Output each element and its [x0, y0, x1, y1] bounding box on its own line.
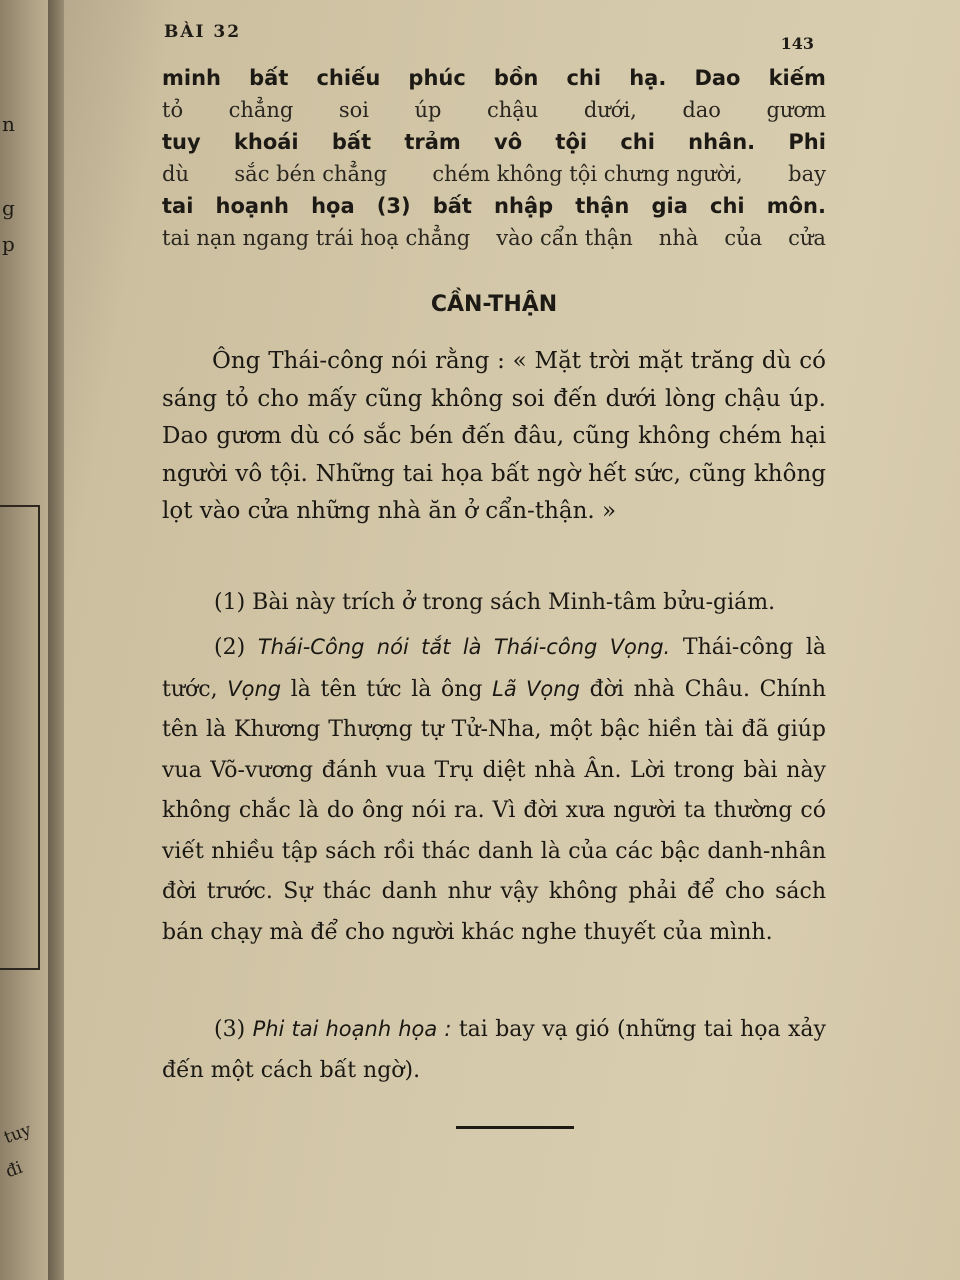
couplet-word: tai nạn ngang trái hoạ chẳng — [162, 226, 471, 250]
couplet-word: Phi — [788, 130, 826, 154]
gloss-line — [162, 158, 826, 190]
couplet-word: gươm — [766, 98, 826, 122]
couplet-word: tội — [555, 130, 588, 154]
couplet-block — [162, 62, 826, 254]
couplet-word: úp — [414, 98, 442, 122]
facing-page-fragment: tuy — [1, 1119, 34, 1149]
couplet-word: bất — [331, 130, 372, 154]
couplet-word: gia — [651, 194, 688, 218]
facing-page-fragment: g — [2, 196, 15, 220]
couplet-word: chiếu — [316, 66, 381, 90]
footnote-2-term: Lã Vọng — [492, 676, 580, 701]
couplet-word: trảm — [404, 130, 461, 154]
couplet-word: minh — [162, 66, 221, 90]
couplet-word: tai — [162, 194, 194, 218]
facing-page-fragment: n — [2, 112, 15, 136]
footnote-3 — [162, 1009, 826, 1091]
couplet-word: vào cẩn thận — [496, 226, 633, 250]
section-title: CẦN-THẬN — [430, 292, 558, 317]
footnote-2-term: Thái-Công nói tắt là Thái-công Vọng. — [257, 635, 671, 659]
couplet-word: hạ. — [629, 66, 667, 90]
couplet-word: (3) — [376, 194, 411, 218]
couplet-word: vô — [494, 130, 523, 154]
couplet-word: của — [724, 226, 763, 250]
lesson-number: BÀI 32 — [164, 22, 242, 42]
couplet-word: dao — [682, 98, 721, 122]
end-rule — [456, 1126, 574, 1129]
couplet-word: phúc — [408, 66, 466, 90]
couplet-word: dù — [162, 162, 189, 186]
couplet-word: họa — [311, 194, 355, 218]
page-header — [164, 22, 824, 52]
couplet-word: sắc bén chẳng — [234, 162, 387, 186]
couplet-word: bồn — [493, 66, 539, 90]
book-page — [64, 0, 960, 1280]
couplet-word: khoái — [233, 130, 299, 154]
couplet-word: hoạnh — [215, 194, 289, 218]
translation-text: Ông Thái-công nói rằng : « Mặt trời mặt trăng dù có sáng tỏ cho mấy cũng không soi đến dưới lòng chậu úp. Dao gươm dù có sắc bén đến đâu, cũng không chém hại người vô tội. Những tai họa bất ngờ hết sức, cũng không lọt vào cửa những nhà ăn ở cẩn-thận. » — [162, 348, 826, 524]
couplet-word: chém không tội chưng người, — [432, 162, 743, 186]
couplet-word: bất — [249, 66, 289, 90]
couplet-word: chi — [566, 66, 602, 90]
couplet-word: môn. — [766, 194, 826, 218]
facing-page-frame — [0, 505, 40, 970]
couplet-word: bất — [432, 194, 472, 218]
footnote-3-marker: (3) — [214, 1017, 246, 1042]
couplet-word: thận — [575, 194, 630, 218]
footnote-3-term: Phi tai hoạnh họa : — [252, 1017, 452, 1041]
translation-paragraph — [162, 343, 826, 531]
couplet-word: Dao — [694, 66, 741, 90]
gloss-line — [162, 222, 826, 254]
couplet-word: chậu — [486, 98, 539, 122]
couplet-word: dưới, — [583, 98, 637, 122]
couplet-word: chẳng — [228, 98, 294, 122]
page-number: 143 — [780, 34, 814, 53]
footnote-1-text: (1) Bài này trích ở trong sách Minh-tâm bửu-giám. — [214, 590, 776, 615]
sino-vietnamese-line — [162, 190, 826, 222]
sino-vietnamese-line — [162, 126, 826, 158]
couplet-word: tuy — [162, 130, 201, 154]
couplet-word: chi — [620, 130, 655, 154]
couplet-word: chi — [710, 194, 745, 218]
footnote-2-text: đời nhà Châu. Chính tên là Khương Thượng tự Tử-Nha, một bậc hiền tài đã giúp vua Võ-vương đánh vua Trụ diệt nhà Ân. Lời trong bài này không chắc là do ông nói ra. Vì đời xưa người ta thường có viết nhiều tập sách rồi thác danh là của các bậc danh-nhân đời trước. Sự thác danh như vậy không phải để cho sách bán chạy mà để cho người khác nghe thuyết của mình. — [162, 676, 826, 945]
couplet-word: soi — [338, 98, 370, 122]
footnote-3-text: tai bay vạ gió (những tai họa xảy đến một cách bất ngờ). — [162, 1017, 826, 1083]
couplet-word: bay — [788, 162, 826, 186]
couplet-word: nhập — [494, 194, 554, 218]
sino-vietnamese-line — [162, 62, 826, 94]
footnote-1 — [162, 583, 826, 624]
gloss-line — [162, 94, 826, 126]
couplet-word: nhân. — [688, 130, 756, 154]
couplet-word: nhà — [658, 226, 699, 250]
facing-page-fragment: đi — [3, 1157, 26, 1183]
couplet-word: tỏ — [162, 98, 184, 122]
footnote-2 — [162, 627, 826, 953]
footnote-2-text: Thái-công là tước, — [162, 635, 826, 702]
footnote-2-term: Vọng — [227, 676, 282, 701]
footnote-2-marker: (2) — [214, 635, 246, 660]
footnote-2-text: là tên tức là ông — [290, 676, 483, 702]
facing-page-fragment: p — [2, 232, 15, 256]
couplet-word: kiếm — [768, 66, 826, 90]
couplet-word: cửa — [788, 226, 826, 250]
